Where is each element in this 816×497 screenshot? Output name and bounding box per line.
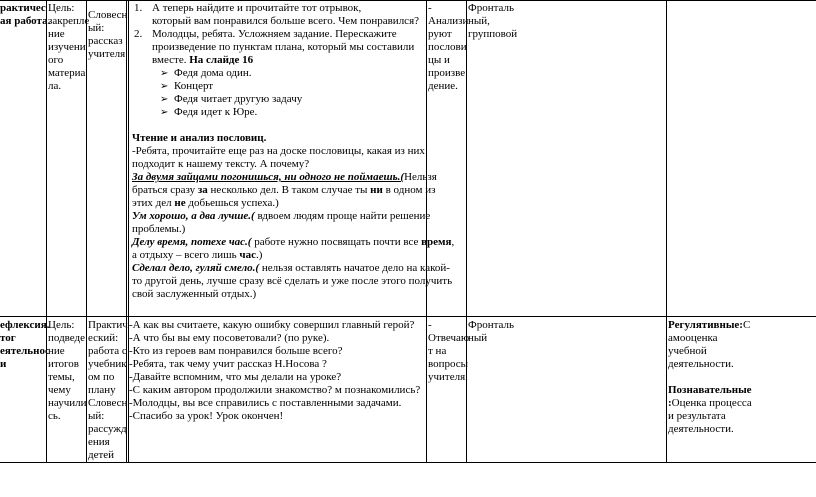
goal-line: Цель: <box>48 2 75 14</box>
step-item <box>134 2 474 28</box>
uud-regulative-title: Регулятивные: <box>668 319 743 331</box>
goal-line: материа <box>48 67 86 79</box>
teacher-activity-cell <box>129 319 420 423</box>
stage-cell <box>0 319 50 371</box>
goal-line: изучени <box>48 41 86 53</box>
proverbs-intro-line: -Ребята, прочитайте еще раз на доске пословицы, какая из них <box>132 145 425 157</box>
teacher-question: -Кто из героев вам понравился больше всего? <box>129 345 343 357</box>
proverb-emphasis: не <box>174 197 186 209</box>
stage-line: рактичес <box>0 2 46 14</box>
form-line: ный <box>468 332 488 344</box>
proverb-title: За двумя зайцами погонишься, ни одного не поймаешь.( <box>132 171 405 183</box>
work-form-cell <box>468 319 514 345</box>
stage-cell <box>0 2 50 28</box>
uud-line: учебной <box>668 345 707 357</box>
arrow-bullet-icon: ➢ <box>160 81 169 92</box>
method-line: плану <box>88 384 116 396</box>
proverb-text: вдвоем людям проще найти решение <box>254 210 431 222</box>
goal-line: ние <box>48 345 65 357</box>
uud-line: амооценка <box>668 332 718 344</box>
method-line: ый: <box>88 410 105 422</box>
uud-cognitive-title: Познавательные <box>668 384 752 396</box>
goal-line: темы, <box>48 371 75 383</box>
row-divider <box>0 0 816 1</box>
stage-line: ая работа. <box>0 15 51 27</box>
teacher-question: -С каким автором продолжили знакомство? м познакомились? <box>129 384 421 396</box>
proverb-text: добьешься успеха.) <box>185 197 279 209</box>
proverb-text: проблемы.) <box>132 223 186 235</box>
slide-reference: На слайде 16 <box>189 54 254 66</box>
proverb-text: браться сразу <box>132 184 198 196</box>
goal-line: Цель: <box>48 319 75 331</box>
arrow-bullet-icon: ➢ <box>160 68 169 79</box>
student-line: - <box>428 2 432 14</box>
student-line: Отвечаю <box>428 332 470 344</box>
proverb-text: в одном из <box>382 184 436 196</box>
method-line: Практич <box>88 319 128 331</box>
goal-line: сь. <box>48 410 61 422</box>
proverb-text: этих дел <box>132 197 175 209</box>
student-line: т на <box>428 345 447 357</box>
proverb-text: несколько дел. В таком случае ты <box>207 184 371 196</box>
goal-line: итогов <box>48 358 79 370</box>
proverb-text: свой заслуженный отдых.) <box>132 288 257 300</box>
stage-line: тог <box>0 332 16 344</box>
student-line: цы и <box>428 54 450 66</box>
method-line: Словесн <box>88 9 128 21</box>
method-line: ения <box>88 436 110 448</box>
goal-line: научили <box>48 397 87 409</box>
plan-item: Концерт <box>174 80 214 92</box>
uud-line: деятельности. <box>668 423 734 435</box>
teacher-question: -Спасибо за урок! Урок окончен! <box>129 410 284 422</box>
uud-line: Оценка процесса <box>671 397 752 409</box>
proverb-title: Сделал дело, гуляй смело.( <box>132 262 260 274</box>
row-divider <box>0 462 816 463</box>
method-line: Словесн <box>88 397 128 409</box>
method-line: учителя <box>88 48 126 60</box>
plan-item: Федя идет к Юре. <box>174 106 258 118</box>
student-line: произве <box>428 67 466 79</box>
teacher-question: -А что бы вы ему посоветовали? (по руке). <box>129 332 330 344</box>
proverb-1 <box>132 171 454 184</box>
student-line: руют <box>428 28 452 40</box>
step-line: который вам понравился больше всего. Чем понравился? <box>152 15 420 27</box>
method-line: детей <box>88 449 115 461</box>
method-line: работа с <box>88 345 127 357</box>
step-line: вместе. <box>152 54 190 66</box>
method-line: учебник <box>88 358 127 370</box>
proverb-4 <box>132 262 454 275</box>
proverbs-intro-line: подходит к нашему тексту. А почему? <box>132 158 310 170</box>
goal-line: ого <box>48 54 64 66</box>
form-line: групповой <box>468 28 518 40</box>
proverb-text: .) <box>255 249 263 261</box>
step-item <box>134 28 474 67</box>
step-line: Молодцы, ребята. Усложняем задание. Перескажите <box>152 28 397 40</box>
uud-line: и результата <box>668 410 726 422</box>
proverb-text: а отдыху – всего лишь <box>132 249 240 261</box>
teacher-question: -Давайте вспомним, что мы делали на уроке? <box>129 371 342 383</box>
form-line: Фронталь <box>468 319 515 331</box>
method-cell <box>88 319 128 462</box>
goal-line: закрепле <box>48 15 90 27</box>
goal-line: ла. <box>48 80 62 92</box>
student-line: - <box>428 319 432 331</box>
method-line: ый: <box>88 22 105 34</box>
method-line: ом по <box>88 371 115 383</box>
proverb-3 <box>132 236 454 249</box>
goal-line: ние <box>48 28 65 40</box>
student-line: дение. <box>428 80 458 92</box>
teacher-question: -Ребята, так чему учит рассказ Н.Носова ? <box>129 358 327 370</box>
proverb-title: Ум хорошо, а два лучше.( <box>132 210 255 222</box>
method-line: рассужд <box>88 423 127 435</box>
form-line: Фронталь <box>468 2 515 14</box>
method-line: рассказ <box>88 35 123 47</box>
col-divider <box>666 0 667 462</box>
method-line: еский: <box>88 332 119 344</box>
step-line: произведение по пунктам плана, который мы составили <box>152 41 415 53</box>
proverbs-heading: Чтение и анализ пословиц. <box>132 132 267 144</box>
uud-line: деятельности. <box>668 358 734 370</box>
teacher-question: -Молодцы, вы все справились с поставленными задачами. <box>129 397 402 409</box>
student-line: послови <box>428 41 467 53</box>
proverb-emphasis: время <box>421 236 452 248</box>
proverb-title: Делу время, потехе час.( <box>132 236 252 248</box>
student-line: Анализи <box>428 15 469 27</box>
step-number: 2. <box>134 28 143 40</box>
proverb-text: то другой день, лучше сразу всё сделать и уже после этого получить <box>132 275 453 287</box>
plan-item: Федя дома один. <box>174 67 252 79</box>
student-activity-cell <box>428 2 468 93</box>
proverb-emphasis: ни <box>370 184 383 196</box>
goal-line: чему <box>48 384 71 396</box>
proverb-emphasis: за <box>197 184 208 196</box>
uud-colon: : <box>668 397 672 409</box>
step-number: 1. <box>134 2 143 14</box>
work-form-cell <box>468 2 517 41</box>
teacher-question: -А как вы считаете, какую ошибку совершил главный герой? <box>129 319 415 331</box>
proverb-emphasis: час <box>239 249 256 261</box>
arrow-bullet-icon: ➢ <box>160 107 169 118</box>
stage-line: ефлексия. <box>0 319 50 331</box>
method-cell <box>88 9 127 61</box>
goal-cell <box>48 2 89 93</box>
form-line: ный, <box>468 15 490 27</box>
proverb-2 <box>132 210 454 223</box>
proverb-text: работе нужно посвящать почти все <box>251 236 422 248</box>
stage-line: и <box>0 358 7 370</box>
plan-item: Федя читает другую задачу <box>174 93 303 105</box>
student-line: учителя. <box>428 371 468 383</box>
student-line: вопросы <box>428 358 469 370</box>
teacher-activity-cell <box>132 2 454 301</box>
goal-cell <box>48 319 87 423</box>
stage-line: еятельнос <box>0 345 50 357</box>
col-divider <box>46 0 47 462</box>
uud-cell <box>668 319 752 436</box>
row-divider <box>0 316 816 317</box>
step-line: А теперь найдите и прочитайте тот отрывок, <box>152 2 362 14</box>
uud-line: С <box>742 319 751 331</box>
proverb-text: нельзя оставлять начатое дело на какой- <box>259 262 450 274</box>
goal-line: подведе <box>48 332 86 344</box>
student-activity-cell <box>428 319 469 384</box>
proverb-text: Нельзя <box>404 171 437 183</box>
arrow-bullet-icon: ➢ <box>160 94 169 105</box>
proverb-text: , <box>451 236 455 248</box>
